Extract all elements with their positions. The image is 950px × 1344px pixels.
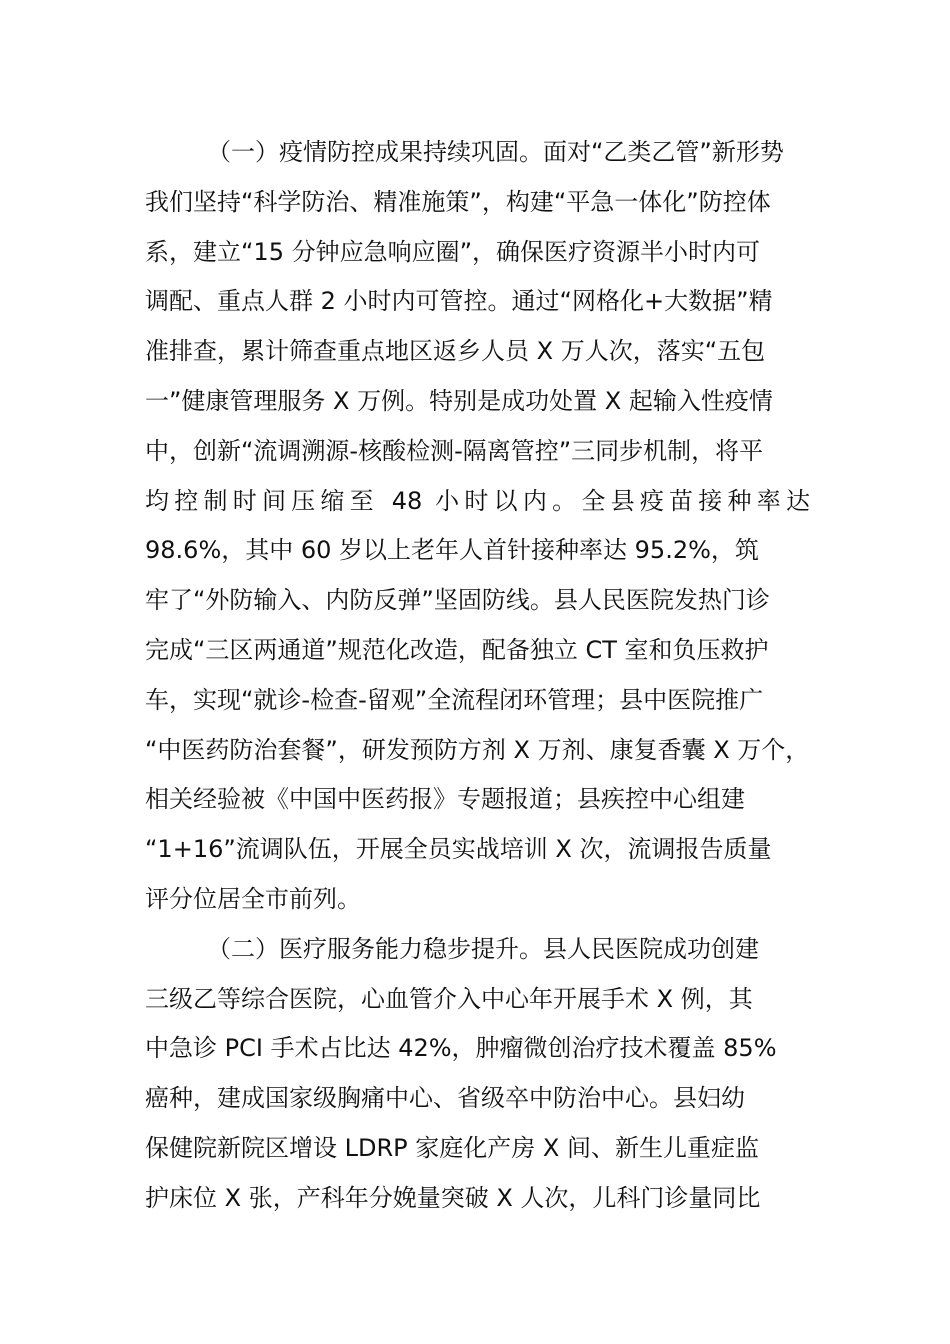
paragraph-line: （二）医疗服务能力稳步提升。县人民医院成功创建 xyxy=(207,934,759,963)
paragraph-line: 护床位 X 张，产科年分娩量突破 X 人次，儿科门诊量同比 xyxy=(145,1183,761,1212)
paragraph-line: 调配、重点人群 2 小时内可管控。通过“网格化+大数据”精 xyxy=(145,287,773,316)
paragraph-line: 中急诊 PCI 手术占比达 42%，肿瘤微创治疗技术覆盖 85% xyxy=(145,1034,777,1063)
paragraph-line: 保健院新院区增设 LDRP 家庭化产房 X 间、新生儿重症监 xyxy=(145,1133,759,1162)
paragraph-line: 98.6%，其中 60 岁以上老年人首针接种率达 95.2%，筑 xyxy=(145,536,759,565)
paragraph-line: 完成“三区两通道”规范化改造，配备独立 CT 室和负压救护 xyxy=(145,635,769,664)
paragraph-line: 均控制时间压缩至 48 小时以内。全县疫苗接种率达 xyxy=(145,486,810,515)
paragraph-medical-service xyxy=(145,925,810,1224)
paragraph-epidemic-prevention xyxy=(145,128,810,925)
paragraph-line: 系，建立“15 分钟应急响应圈”，确保医疗资源半小时内可 xyxy=(145,237,761,266)
paragraph-line: 中，创新“流调溯源-核酸检测-隔离管控”三同步机制，将平 xyxy=(145,436,764,465)
paragraph-line: （一）疫情防控成果持续巩固。面对“乙类乙管”新形势 xyxy=(207,138,784,166)
paragraph-line: 牢了“外防输入、内防反弹”坚固防线。县人民医院发热门诊 xyxy=(145,586,770,615)
paragraph-line: 相关经验被《中国中医药报》专题报道；县疾控中心组建 xyxy=(145,785,745,814)
paragraph-line: “中医药防治套餐”，研发预防方剂 X 万剂、康复香囊 X 万个， xyxy=(145,735,810,764)
paragraph-line: 三级乙等综合医院，心血管介入中心年开展手术 X 例，其 xyxy=(145,984,753,1013)
paragraph-line: 车，实现“就诊-检查-留观”全流程闭环管理；县中医院推广 xyxy=(145,685,764,714)
paragraph-line: 我们坚持“科学防治、精准施策”，构建“平急一体化”防控体 xyxy=(145,187,771,216)
paragraph-line: 准排查，累计筛查重点地区返乡人员 X 万人次，落实“五包 xyxy=(145,337,766,366)
paragraph-line: “1+16”流调队伍，开展全员实战培训 X 次，流调报告质量 xyxy=(145,835,772,864)
paragraph-line: 癌种，建成国家级胸痛中心、省级卒中防治中心。县妇幼 xyxy=(145,1084,745,1113)
document-body xyxy=(145,128,810,1224)
paragraph-line: 评分位居全市前列。 xyxy=(145,884,361,913)
paragraph-line: 一”健康管理服务 X 万例。特别是成功处置 X 起输入性疫情 xyxy=(145,386,773,415)
